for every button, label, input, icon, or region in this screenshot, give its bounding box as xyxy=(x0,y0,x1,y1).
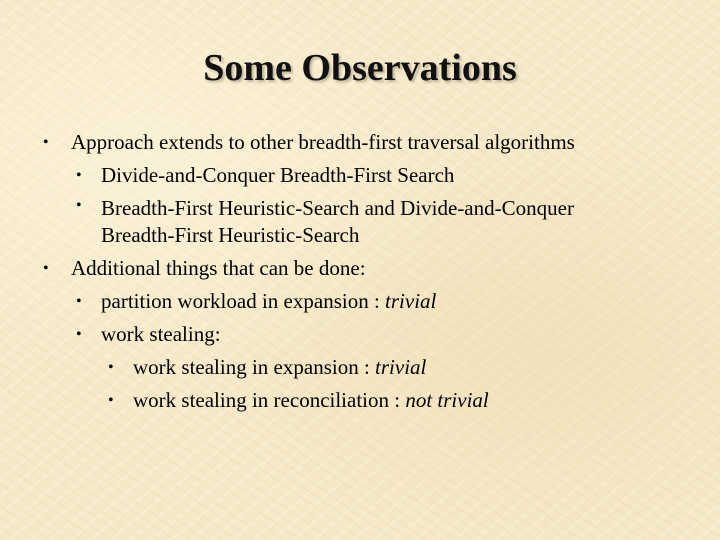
bullet-icon: • xyxy=(43,260,49,277)
bullet-text-emphasis: not trivial xyxy=(405,388,489,412)
bullet-icon: • xyxy=(76,326,82,343)
bullet-item xyxy=(0,285,720,318)
bullet-item xyxy=(0,192,720,252)
bullet-item xyxy=(0,384,720,417)
bullet-item xyxy=(0,126,720,159)
bullet-text: Additional things that can be done: xyxy=(71,256,366,280)
bullet-text-emphasis: trivial xyxy=(375,355,427,379)
bullet-text: Divide-and-Conquer Breadth-First Search xyxy=(101,163,455,187)
bullet-text-line: Breadth-First Heuristic-Search and Divide-and-Conquer xyxy=(101,196,574,220)
bullet-icon: • xyxy=(108,392,114,409)
bullet-item xyxy=(0,159,720,192)
bullet-text: Approach extends to other breadth-first traversal algorithms xyxy=(71,130,575,154)
bullet-text xyxy=(133,384,720,417)
slide-body xyxy=(0,126,720,417)
bullet-text-emphasis: trivial xyxy=(385,289,437,313)
bullet-item xyxy=(0,252,720,285)
bullet-text-plain: work stealing in expansion : xyxy=(133,355,376,379)
bullet-item xyxy=(0,318,720,351)
bullet-text xyxy=(101,285,720,318)
bullet-icon: • xyxy=(108,359,114,376)
bullet-text xyxy=(133,351,720,384)
bullet-icon: • xyxy=(43,134,49,151)
bullet-text-line: Breadth-First Heuristic-Search xyxy=(101,223,360,247)
bullet-text: work stealing: xyxy=(101,322,221,346)
bullet-text xyxy=(101,195,720,249)
bullet-item xyxy=(0,351,720,384)
bullet-icon: • xyxy=(76,167,82,184)
bullet-text-plain: partition workload in expansion : xyxy=(101,289,386,313)
slide-title: Some Observations xyxy=(203,47,517,89)
bullet-icon: • xyxy=(76,197,82,214)
bullet-icon: • xyxy=(76,293,82,310)
bullet-text-plain: work stealing in reconciliation : xyxy=(133,388,406,412)
